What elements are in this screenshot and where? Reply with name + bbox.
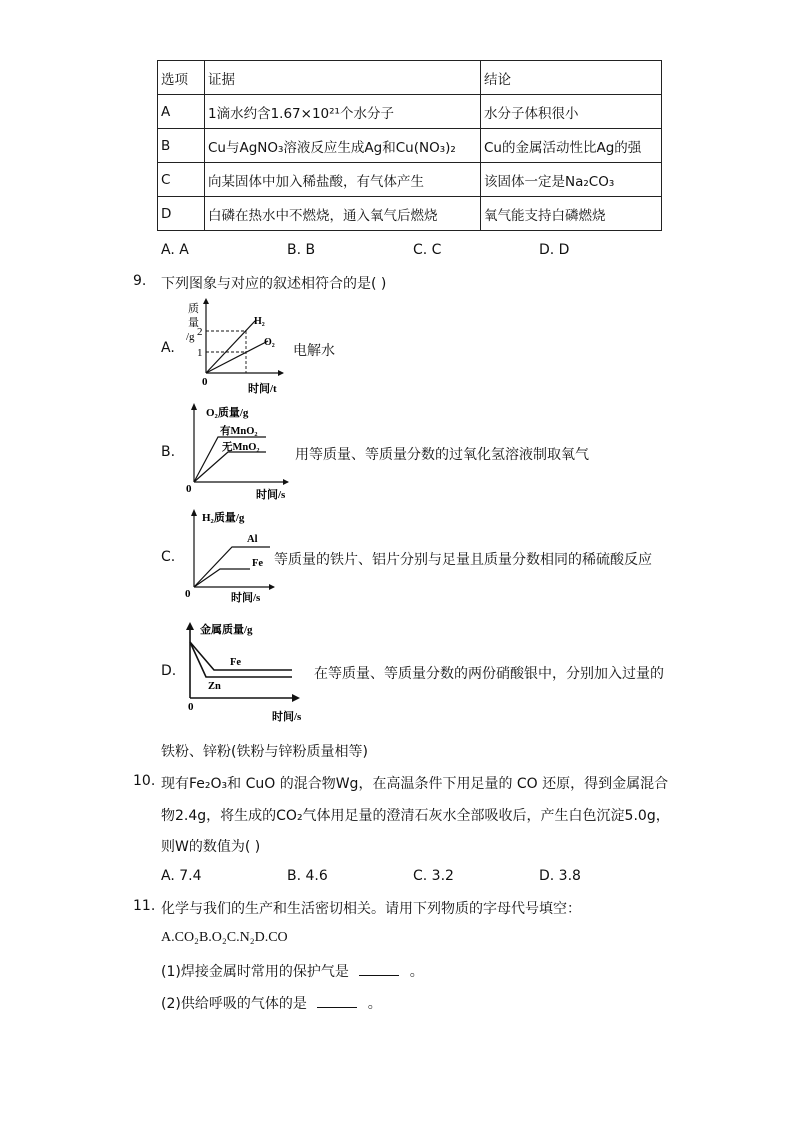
q9-option-d-text: 在等质量、等质量分数的两份硝酸银中，分别加入过量的	[314, 666, 664, 682]
table-row	[158, 163, 662, 197]
q11-sub-2	[161, 993, 382, 1013]
header-conclusion: 结论	[481, 61, 662, 95]
graph-d-label-fe: Fe	[230, 657, 242, 668]
q8-choice-d[interactable]: D. D	[539, 242, 570, 258]
graph-b-origin: 0	[186, 483, 192, 495]
graph-c-x-arrow	[269, 584, 275, 590]
graph-d-y-arrow	[186, 622, 194, 630]
q10-line-3: 则W的数值为( )	[161, 839, 261, 855]
q9-number: 9.	[133, 273, 147, 289]
q9-option-c-letter[interactable]: C.	[161, 549, 176, 565]
cell-conclusion: 水分子体积很小	[481, 95, 662, 129]
graph-a-x-arrow	[278, 370, 284, 376]
table-header-row	[158, 61, 662, 95]
table-row	[158, 197, 662, 231]
q8-choice-c[interactable]: C. C	[413, 242, 442, 258]
q9-stem: 下列图象与对应的叙述相符合的是( )	[161, 276, 387, 292]
cell-option: B	[158, 129, 205, 163]
graph-d-origin: 0	[188, 701, 194, 713]
graph-a-y-arrow	[203, 298, 209, 304]
q10-line-2: 物2.4g，将生成的CO₂气体用足量的澄清石灰水全部吸收后，产生白色沉淀5.0g，	[161, 808, 670, 824]
q11-substances: A.CO₂B.O₂C.N₂D.CO	[161, 930, 288, 945]
cell-conclusion: 氧气能支持白磷燃烧	[481, 197, 662, 231]
graph-a-ylabel-2: 量	[188, 317, 199, 329]
cell-evidence: 1滴水约含1.67×10²¹个水分子	[205, 95, 481, 129]
q11-sub-2-blank[interactable]	[317, 995, 357, 1008]
cell-conclusion: 该固体一定是Na₂CO₃	[481, 163, 662, 197]
cell-conclusion: Cu的金属活动性比Ag的强	[481, 129, 662, 163]
graph-c-label-al: Al	[247, 534, 258, 545]
evidence-table	[157, 60, 662, 231]
graph-a-ylabel-3: /g	[186, 331, 195, 343]
q11-sub-2-end: 。	[367, 996, 382, 1012]
graph-d-ylabel: 金属质量/g	[200, 624, 253, 636]
graph-c-y-arrow	[191, 509, 197, 516]
q11-sub-1-blank[interactable]	[359, 963, 399, 976]
cell-option: D	[158, 197, 205, 231]
graph-c-label-fe: Fe	[252, 558, 264, 569]
q8-choice-a[interactable]: A. A	[161, 242, 189, 258]
graph-b-y-arrow	[191, 403, 197, 410]
q11-sub-1-text: (1)焊接金属时常用的保护气是	[161, 964, 349, 980]
header-option: 选项	[158, 61, 205, 95]
cell-option: C	[158, 163, 205, 197]
cell-evidence: 白磷在热水中不燃烧，通入氧气后燃烧	[205, 197, 481, 231]
header-evidence: 证据	[205, 61, 481, 95]
cell-option: A	[158, 95, 205, 129]
q8-choice-b[interactable]: B. B	[287, 242, 316, 258]
graph-a-label-o2: O₂	[264, 337, 275, 348]
q10-number: 10.	[133, 773, 156, 789]
q9-option-b-text: 用等质量、等质量分数的过氧化氢溶液制取氧气	[295, 447, 589, 463]
q9-graph-d	[180, 614, 305, 724]
q9-graph-b	[180, 400, 295, 502]
q10-choice-b[interactable]: B. 4.6	[287, 868, 328, 884]
q9-option-d-letter[interactable]: D.	[161, 663, 177, 679]
graph-b-ylabel: O₂质量/g	[206, 407, 249, 419]
graph-c-origin: 0	[185, 588, 191, 600]
q10-choice-d[interactable]: D. 3.8	[539, 868, 581, 884]
q9-option-b-letter[interactable]: B.	[161, 444, 176, 460]
q11-sub-2-text: (2)供给呼吸的气体的是	[161, 996, 307, 1012]
q9-option-a-text: 电解水	[293, 343, 335, 359]
graph-c-xlabel: 时间/s	[231, 592, 261, 604]
q9-graph-c	[180, 505, 280, 605]
q11-stem: 化学与我们的生产和生活密切相关。请用下列物质的字母代号填空：	[161, 901, 581, 917]
graph-a-o2-line	[206, 341, 268, 373]
graph-a-xlabel: 时间/t	[248, 383, 277, 395]
graph-b-xlabel: 时间/s	[256, 489, 286, 501]
graph-d-xlabel: 时间/s	[272, 711, 302, 723]
table-row	[158, 95, 662, 129]
q9-option-a-letter[interactable]: A.	[161, 340, 175, 356]
q11-number: 11.	[133, 898, 156, 914]
graph-b-label-mno2: 有MnO₂	[220, 426, 258, 437]
graph-c-ylabel: H₂质量/g	[202, 512, 245, 524]
q10-line-1: 现有Fe₂O₃和 CuO 的混合物Wg，在高温条件下用足量的 CO 还原，得到金属混合	[161, 776, 669, 792]
q11-sub-1-end: 。	[409, 964, 424, 980]
q10-choice-a[interactable]: A. 7.4	[161, 868, 202, 884]
q9-option-c-text: 等质量的铁片、铝片分别与足量且质量分数相同的稀硫酸反应	[274, 552, 652, 568]
q9-option-d-text-cont: 铁粉、锌粉(铁粉与锌粉质量相等)	[161, 744, 368, 760]
cell-evidence: Cu与AgNO₃溶液反应生成Ag和Cu(NO₃)₂	[205, 129, 481, 163]
graph-a-label-h2: H₂	[254, 316, 265, 327]
graph-d-label-zn: Zn	[208, 681, 221, 692]
q11-sub-1	[161, 961, 424, 981]
graph-a-origin: 0	[202, 376, 208, 388]
table-row	[158, 129, 662, 163]
q9-graph-a	[180, 298, 290, 398]
graph-b-label-no-mno2: 无MnO₂	[222, 442, 260, 453]
graph-b-x-arrow	[283, 479, 289, 485]
graph-d-x-arrow	[292, 694, 300, 702]
cell-evidence: 向某固体中加入稀盐酸，有气体产生	[205, 163, 481, 197]
q10-choice-c[interactable]: C. 3.2	[413, 868, 454, 884]
graph-a-tick-2: 2	[197, 326, 203, 338]
graph-a-tick-1: 1	[197, 347, 203, 359]
graph-a-h2-line	[206, 320, 256, 373]
graph-a-ylabel-1: 质	[188, 303, 199, 315]
graph-b-line-no-mno2	[194, 452, 266, 482]
